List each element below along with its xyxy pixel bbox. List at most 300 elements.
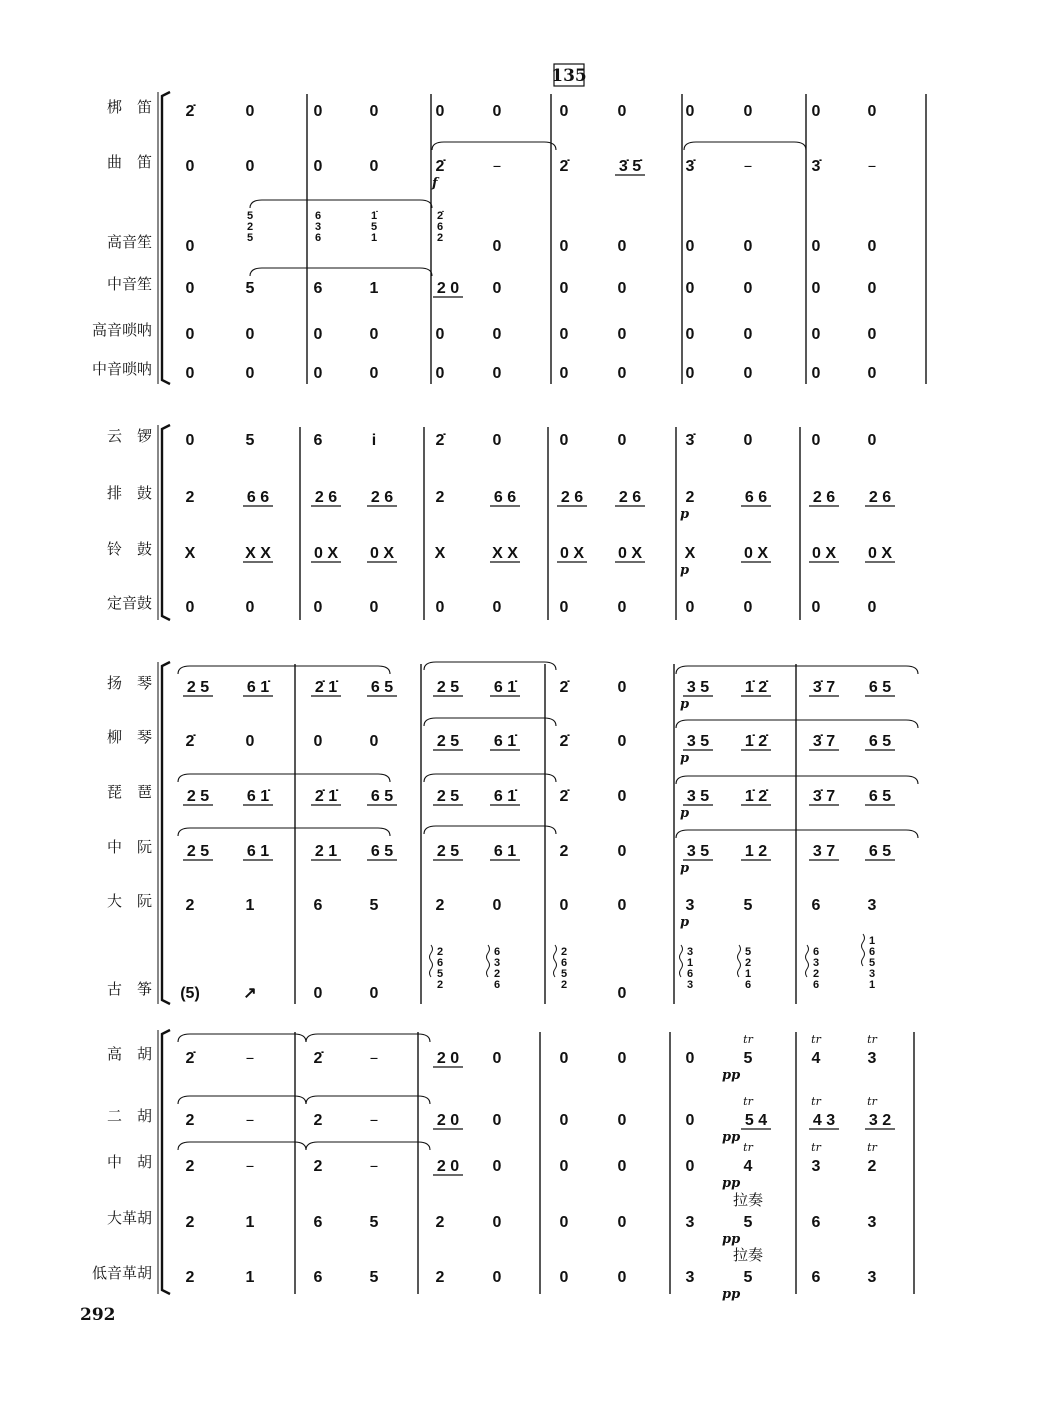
note-cell: 0 — [185, 365, 195, 382]
chord-cell — [437, 210, 444, 244]
note-cell: 3̇ 7 — [812, 679, 836, 696]
instrument-label: 梆 笛 — [106, 98, 152, 116]
chord-note: 6 — [436, 957, 444, 969]
note-cell: 0 — [617, 897, 627, 914]
note-cell: 2 5 — [186, 788, 210, 805]
note-cell: 1̇ 2̇ — [744, 788, 768, 805]
note-cell: 2̇ — [559, 679, 569, 696]
instrument-label: 排 鼓 — [106, 484, 152, 502]
dynamic-mark: pp — [722, 1287, 741, 1302]
trill-mark: tr — [811, 1095, 821, 1108]
trill-mark: tr — [743, 1095, 753, 1108]
trill-mark: tr — [867, 1095, 877, 1108]
slur — [306, 1034, 430, 1042]
note-cell: 6 5 — [868, 733, 892, 750]
note-cell: – — [369, 1156, 379, 1176]
slur — [306, 1096, 430, 1104]
dynamic-mark: p — [680, 915, 690, 930]
note-cell: 5 — [369, 1269, 379, 1286]
note-cell: 0 — [313, 985, 323, 1002]
note-cell: 0 — [867, 238, 877, 255]
dynamic-mark: p — [680, 806, 690, 821]
note-cell: 2 — [435, 1214, 445, 1231]
dynamic-mark: p — [680, 861, 690, 876]
note-cell: 3 — [867, 1050, 877, 1067]
note-cell: 2 5 — [186, 679, 210, 696]
chord-note: 5 — [868, 957, 876, 969]
note-cell: 0 — [313, 158, 323, 175]
note-cell: 0 — [867, 599, 877, 616]
dynamic-mark: pp — [722, 1068, 741, 1083]
slur — [178, 1096, 306, 1104]
instrument-label: 大 阮 — [106, 892, 152, 910]
note-cell: 0 — [559, 326, 569, 343]
chord-note: 5 — [560, 968, 568, 980]
note-cell: 5 — [743, 897, 753, 914]
note-cell: 0 — [617, 280, 627, 297]
chord-cell — [561, 946, 567, 991]
note-cell: X — [434, 545, 446, 562]
slur — [676, 666, 918, 674]
note-cell: 2 6 — [812, 489, 836, 506]
note-cell: 3 7 — [812, 843, 836, 860]
note-cell: 4 — [811, 1050, 821, 1067]
note-cell: 6 5 — [868, 679, 892, 696]
chord-note: 2 — [560, 979, 568, 991]
instrument-label: 琵 琶 — [106, 783, 152, 801]
note-cell: 0 — [617, 985, 627, 1002]
group-bracket — [162, 92, 170, 384]
note-cell: 0 — [811, 365, 821, 382]
note-cell: 4 — [743, 1158, 753, 1175]
note-cell: 0 — [245, 326, 255, 343]
note-cell: 2̇ 1̇ — [314, 788, 338, 805]
chord-note: 6 — [812, 946, 820, 958]
note-cell: 0 — [811, 238, 821, 255]
note-cell: 2 — [313, 1158, 323, 1175]
trill-mark: tr — [811, 1033, 821, 1046]
note-cell: 0 — [617, 238, 627, 255]
note-cell: 6 6 — [493, 489, 517, 506]
note-cell: 0 — [617, 365, 627, 382]
note-cell: 2 — [685, 489, 695, 506]
instrument-label: 云 锣 — [106, 427, 152, 445]
note-cell: 0 — [617, 1269, 627, 1286]
note-cell: 0 — [185, 158, 195, 175]
note-cell: 0 — [685, 365, 695, 382]
note-cell: 3̇ 5̇ — [618, 158, 642, 175]
instrument-label: 低音革胡 — [91, 1264, 152, 1282]
slur — [178, 666, 390, 674]
dynamic-mark: pp — [722, 1232, 741, 1247]
arpeggio-mark — [487, 945, 490, 977]
note-cell: 3 — [685, 897, 695, 914]
note-cell: 0 — [617, 1214, 627, 1231]
instrument-label: 中 胡 — [106, 1153, 152, 1171]
note-cell: 3 — [867, 1214, 877, 1231]
note-cell: 1 — [245, 1269, 255, 1286]
note-cell: 0 — [617, 788, 627, 805]
note-cell: 0 X — [867, 545, 893, 562]
dynamic-mark: pp — [722, 1130, 741, 1145]
note-cell: – — [743, 156, 753, 176]
note-cell: 0 — [245, 158, 255, 175]
note-cell: 0 — [617, 679, 627, 696]
note-cell: 3 — [811, 1158, 821, 1175]
instrument-label: 扬 琴 — [106, 674, 152, 692]
group-bracket — [162, 1030, 170, 1294]
note-cell: 0 — [743, 326, 753, 343]
chord-note: 5 — [744, 946, 752, 958]
note-cell: 1 — [245, 1214, 255, 1231]
note-cell: 0 — [743, 432, 753, 449]
note-cell: 0 — [369, 158, 379, 175]
slurs — [178, 142, 918, 1150]
note-cell: 0 — [369, 985, 379, 1002]
rehearsal-mark: 135 — [551, 66, 587, 86]
note-cell: 0 — [492, 238, 502, 255]
note-cell: 3 — [867, 1269, 877, 1286]
slur — [424, 774, 556, 782]
dynamic-mark: p — [680, 507, 690, 522]
note-cell: 3 5 — [686, 788, 710, 805]
note-cell: 2 — [559, 843, 569, 860]
chord-cell — [371, 210, 378, 244]
note-cell: 2̇ — [185, 733, 195, 750]
note-cell: 0 — [617, 1050, 627, 1067]
chord-note: 3 — [686, 979, 694, 991]
note-cell: 1̇ 2̇ — [744, 679, 768, 696]
instrument-label: 铃 鼓 — [106, 540, 152, 558]
note-cell: 0 — [492, 599, 502, 616]
chord-cell — [745, 946, 751, 991]
trill-mark: tr — [867, 1033, 877, 1046]
chord-note: 3 — [493, 957, 501, 969]
note-cell: 0 — [492, 365, 502, 382]
note-cell: 0 — [559, 1112, 569, 1129]
note-cell: 2̇ — [435, 158, 445, 175]
note-cell: 0 — [811, 599, 821, 616]
note-cell: 6 — [313, 1269, 323, 1286]
chord-note: 2 — [493, 968, 501, 980]
note-cell: 0 — [185, 238, 195, 255]
note-cell: 0 — [313, 733, 323, 750]
note-cell: 0 — [559, 432, 569, 449]
note-cell: 0 — [559, 238, 569, 255]
chord-note: 5 — [436, 968, 444, 980]
slur — [432, 142, 556, 150]
chord-note: 2 — [812, 968, 820, 980]
note-cell: 0 — [743, 280, 753, 297]
note-cell: 6 1 — [493, 843, 517, 860]
note-cell: 2̇ — [559, 158, 569, 175]
note-cell: 6 1̇ — [493, 679, 517, 696]
note-cell: 0 — [867, 103, 877, 120]
note-cell: 3̇ — [685, 432, 695, 449]
note-cell: 0 — [617, 1112, 627, 1129]
chord-note: 3 — [868, 968, 876, 980]
instrument-label: 古 筝 — [106, 980, 152, 998]
note-cell: 0 — [435, 365, 445, 382]
chord-cell — [437, 946, 443, 991]
group-bracket — [162, 425, 170, 620]
note-cell: 0 — [811, 103, 821, 120]
instrument-label: 大革胡 — [106, 1209, 152, 1227]
chord-note: 5 — [246, 232, 254, 244]
note-cell: 5 — [245, 280, 255, 297]
note-cell: 2 — [867, 1158, 877, 1175]
note-cell: 0 — [313, 326, 323, 343]
arpeggio-mark — [738, 945, 741, 977]
group-bracket — [162, 662, 170, 1004]
chord-note: 3 — [314, 221, 322, 233]
note-cell: 3̇ — [811, 158, 821, 175]
note-cell: 2 6 — [868, 489, 892, 506]
note-cell: 3 — [867, 897, 877, 914]
chord-cell — [494, 946, 500, 991]
dynamic-mark: p — [680, 751, 690, 766]
note-cell: 2 0 — [436, 1158, 460, 1175]
note-cell: X X — [245, 545, 271, 562]
note-cell: – — [245, 1156, 255, 1176]
note-cell: 6 5 — [370, 679, 394, 696]
note-cell: 2 5 — [436, 733, 460, 750]
note-cell: 1 2 — [744, 843, 768, 860]
note-cell: 0 — [617, 599, 627, 616]
note-cell: 4 3 — [812, 1112, 836, 1129]
note-cell: 0 — [617, 103, 627, 120]
note-cell: 0 — [492, 280, 502, 297]
note-cell: 0 — [685, 280, 695, 297]
slur — [250, 200, 432, 208]
note-cell: 0 — [492, 1158, 502, 1175]
note-cell: X — [684, 545, 696, 562]
note-cell: 2̇ — [559, 788, 569, 805]
note-cell: 0 — [743, 599, 753, 616]
note-cell: 6 — [313, 432, 323, 449]
note-cell: 1̇ 2̇ — [744, 733, 768, 750]
note-cell: 0 — [559, 897, 569, 914]
chord-cell — [813, 946, 819, 991]
chord-note: 5 — [246, 210, 254, 222]
note-cell: 2 — [435, 897, 445, 914]
note-cell: 6 1̇ — [493, 788, 517, 805]
note-cell: 2 — [435, 1269, 445, 1286]
note-cell: 5 — [245, 432, 255, 449]
trill-mark: tr — [867, 1141, 877, 1154]
arpeggio-mark — [862, 934, 865, 966]
note-cell: 6 — [811, 897, 821, 914]
note-cell: i — [371, 432, 377, 449]
note-cell: 2 — [185, 1112, 195, 1129]
note-cell: 3 5 — [686, 679, 710, 696]
chord-note: 2 — [436, 946, 444, 958]
note-cell: 0 — [559, 103, 569, 120]
chord-cell — [315, 210, 321, 244]
chord-note: 6 — [314, 232, 322, 244]
note-cell: 5 — [369, 897, 379, 914]
note-cell: 2 5 — [436, 679, 460, 696]
note-cell: 2 5 — [436, 843, 460, 860]
chord-note: 2 — [436, 232, 444, 244]
note-cell: 2̇ — [313, 1050, 323, 1067]
note-cell: 2 — [185, 489, 195, 506]
note-cell: 0 — [435, 326, 445, 343]
note-cell: 0 — [559, 599, 569, 616]
note-cell: 0 — [492, 1214, 502, 1231]
chord-cell — [687, 946, 693, 991]
slur — [676, 776, 918, 784]
chord-note: 6 — [812, 979, 820, 991]
note-cell: 6 6 — [744, 489, 768, 506]
chord-note: 6 — [868, 946, 876, 958]
note-cell: 0 — [743, 238, 753, 255]
note-cell: 6 6 — [246, 489, 270, 506]
chord-note: 1 — [686, 957, 694, 969]
note-cell: 0 — [245, 599, 255, 616]
note-cell: 0 — [492, 897, 502, 914]
note-cell: 6 1̇ — [246, 679, 270, 696]
note-cell: 2̇ — [559, 733, 569, 750]
note-cell: 2 6 — [560, 489, 584, 506]
note-cell: 0 — [185, 280, 195, 297]
note-cell: 0 — [313, 365, 323, 382]
note-cell: 0 — [685, 238, 695, 255]
note-cell: 3̇ 7 — [812, 788, 836, 805]
note-cell: 3̇ — [685, 158, 695, 175]
technique-text: 拉奏 — [732, 1246, 764, 1264]
note-cell: 2 — [313, 1112, 323, 1129]
dynamic-mark: p — [680, 697, 690, 712]
chord-note: 1 — [370, 232, 378, 244]
note-cell: 0 — [617, 843, 627, 860]
dynamic-mark: f — [432, 176, 438, 191]
page-number: 292 — [80, 1305, 116, 1325]
note-cell: 2̇ — [185, 103, 195, 120]
note-cell: 0 — [743, 103, 753, 120]
slur — [178, 1034, 306, 1042]
note-cell: 0 — [369, 326, 379, 343]
note-cell: 0 — [617, 326, 627, 343]
chord-note: 1 — [868, 979, 876, 991]
note-cell: 5 — [743, 1269, 753, 1286]
note-cell: 2̇ 1̇ — [314, 679, 338, 696]
note-cell: X — [184, 545, 196, 562]
note-cell: 0 — [685, 326, 695, 343]
chord-note: 6 — [560, 957, 568, 969]
chord-note: 1 — [868, 935, 876, 947]
note-cell: ↗ — [243, 985, 257, 1002]
slur — [306, 1142, 430, 1150]
note-cell: 2 6 — [314, 489, 338, 506]
note-cell: 0 — [313, 599, 323, 616]
note-cell: 0 — [245, 365, 255, 382]
chord-note: 2 — [744, 957, 752, 969]
note-cell: 0 — [811, 280, 821, 297]
dynamic-mark: pp — [722, 1176, 741, 1191]
instrument-label: 中音笙 — [106, 275, 152, 293]
note-cell: 0 — [867, 365, 877, 382]
note-cell: – — [369, 1110, 379, 1130]
note-cell: 0 — [617, 1158, 627, 1175]
note-cell: 0 — [492, 432, 502, 449]
chord-cell — [247, 210, 253, 244]
slur — [250, 268, 432, 276]
note-cell: 0 — [245, 733, 255, 750]
note-cell: 0 — [811, 326, 821, 343]
slur — [424, 662, 556, 670]
note-cell: 2 0 — [436, 1050, 460, 1067]
instrument-label: 高音唢呐 — [91, 321, 152, 339]
note-cell: 6 5 — [868, 788, 892, 805]
note-cell: 2 0 — [436, 280, 460, 297]
note-cell: 0 — [559, 280, 569, 297]
note-cell: 0 — [617, 733, 627, 750]
note-cell: 2 — [185, 1214, 195, 1231]
slur — [676, 830, 918, 838]
note-cell: 5 — [369, 1214, 379, 1231]
chord-note: 3 — [686, 946, 694, 958]
note-cell: 2 — [185, 897, 195, 914]
note-cell: 0 — [369, 365, 379, 382]
instrument-label: 定音鼓 — [106, 594, 152, 612]
note-cell: 0 — [492, 103, 502, 120]
note-cell: 6 5 — [370, 843, 394, 860]
note-cell: 0 — [685, 103, 695, 120]
chord-note: 6 — [436, 221, 444, 233]
note-cell: 0 — [369, 599, 379, 616]
slur — [178, 828, 390, 836]
note-cell: 6 — [313, 280, 323, 297]
note-cell: 0 X — [369, 545, 395, 562]
note-cell: 2 0 — [436, 1112, 460, 1129]
instrument-label: 中 阮 — [106, 838, 152, 856]
note-cell: 0 X — [743, 545, 769, 562]
instrument-label: 高 胡 — [106, 1045, 152, 1063]
note-cell: 0 — [185, 326, 195, 343]
note-cell: 6 — [811, 1269, 821, 1286]
note-cell: 1 — [245, 897, 255, 914]
note-cell: 6 1̇ — [246, 788, 270, 805]
note-cell: 0 — [559, 1158, 569, 1175]
note-cell: 0 — [811, 432, 821, 449]
note-cell: 0 — [492, 1050, 502, 1067]
note-cell: 2̇ — [185, 1050, 195, 1067]
note-cell: X X — [492, 545, 518, 562]
note-cell: 2 5 — [186, 843, 210, 860]
note-cell: 2 — [185, 1269, 195, 1286]
chord-note: 6 — [744, 979, 752, 991]
note-cell: 0 — [435, 103, 445, 120]
slur — [424, 718, 556, 726]
note-cell: 0 — [559, 365, 569, 382]
note-cell: 2 6 — [370, 489, 394, 506]
note-cell: – — [245, 1048, 255, 1068]
note-cell: 0 — [867, 280, 877, 297]
note-cell: 3 — [685, 1214, 695, 1231]
chord-note: 1̇ — [370, 210, 378, 222]
note-cell: 0 — [685, 1050, 695, 1067]
note-cell: 0 — [559, 1050, 569, 1067]
note-cell: 0 — [492, 1112, 502, 1129]
slur — [676, 720, 918, 728]
arpeggio-mark — [554, 945, 557, 977]
note-cell: 0 X — [559, 545, 585, 562]
note-cell: 2 1 — [314, 843, 338, 860]
chord-cell — [869, 935, 875, 991]
slur — [684, 142, 806, 150]
note-cell: 3 5 — [686, 843, 710, 860]
